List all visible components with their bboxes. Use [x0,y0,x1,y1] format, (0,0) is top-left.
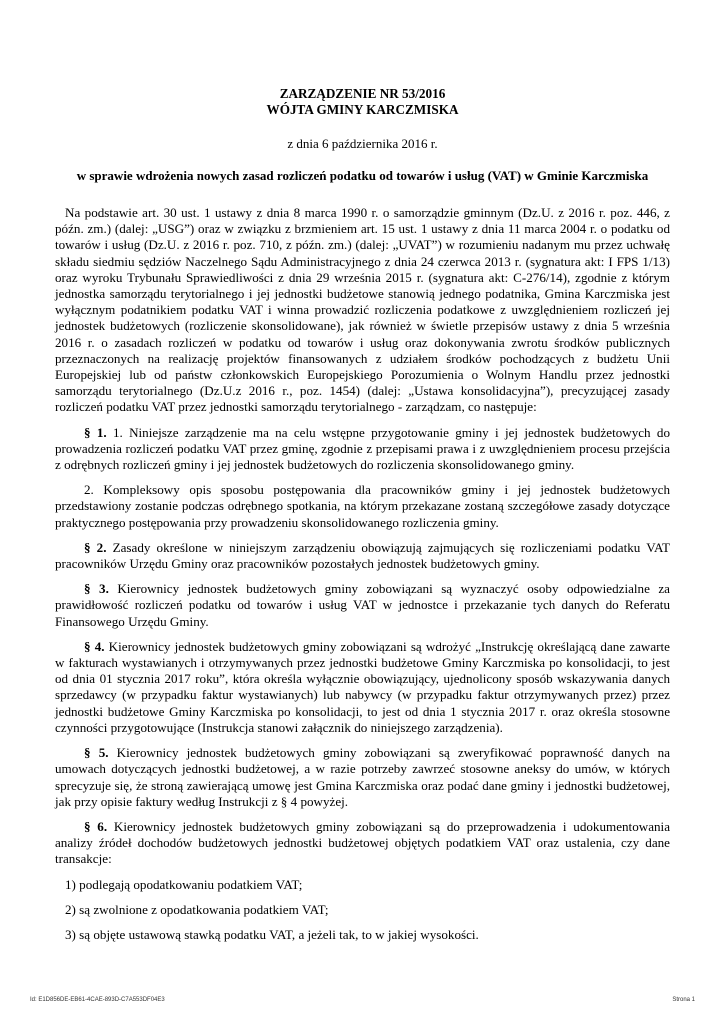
section-6-paragraph [55,819,670,868]
document-date: z dnia 6 października 2016 r. [287,136,438,151]
list-item: 1) podlegają opodatkowaniu podatkiem VAT; [65,876,303,892]
section-4-paragraph [55,639,670,736]
section-3-symbol: § 3. [84,581,109,597]
section-3-text: Kierownicy jednostek budżetowych gminy zobowiązani są wyznaczyć osoby odpowiedzialne za prawidłowość rozliczeń podatku od towarów i usług VAT w jednostce i przekazanie tych danych do Referatu Finansowego Urzędu Gminy. [55,581,670,629]
section-4-text: Kierownicy jednostek budżetowych gminy zobowiązani są wdrożyć „Instrukcję określającą dane zawarte w fakturach wystawianych i otrzymywanych przez jednostki budżetowe Gminy Karczmiska po konsolidacji, to jest od dnia 01 stycznia 2017 roku”, która określa wyłącznie obowiązujący, ujednolicony sposób wskazywania danych sprzedawcy (w przypadku faktur wystawianych) lub nabywcy (w przypadku faktur otrzymywanych przez) przez jednostki budżetowe Gminy Karczmiska po konsolidacji, to jest od dnia 1 stycznia 2017 r. oraz określa stosowne czynności przygotowujące (Instrukcja stanowi załącznik do niniejszego zarządzenia). [55,638,670,735]
page-number: Strona 1 [672,997,695,1003]
intro-paragraph: Na podstawie art. 30 ust. 1 ustawy z dnia 8 marca 1990 r. o samorządzie gminnym (Dz.U. z 2016 r. poz. 446, z późn. zm.) (dalej: „USG”) oraz w związku z brzmieniem art. 15 ust. 1 ustawy z dnia 11 marca 2004 r. o podatku od towarów i usług (Dz.U. z 2016 r. poz. 710, z późn. zm.) (dalej: „UVAT”) w rozumieniu nadanym mu przez uchwałę składu siedmiu sędziów Naczelnego Sądu Administracyjnego z dnia 24 czerwca 2013 r. (sygnatura akt: I FPS 1/13) oraz wyroku Trybunału Sprawiedliwości z dnia 29 września 2015 r. (sygnatura akt: C-276/14), zgodnie z którym jednostka samorządu terytorialnego i jej jednostki budżetowe stanowią jednego podatnika, Gmina Karczmiska jest wyłącznym podatnikiem podatku VAT i winna prowadzić rozliczenia podatkowe z uwzględnieniem rozliczeń jej jednostek budżetowych (rozliczenie skonsolidowane), jak również w świetle przepisów ustawy z dnia 5 września 2016 r. o zasadach rozliczeń w podatku od towarów i usług oraz dokonywania zwrotu środków publicznych przeznaczonych na realizację projektów finansowanych z udziałem środków pochodzących z budżetu Unii Europejskiej lub od państw członkowskich Europejskiego Porozumienia o Wolnym Handlu przez jednostki samorządu terytorialnego (Dz.U.z 2016 r., poz. 1454) (dalej: „Ustawa konsolidacyjna”), precyzującej zasady rozliczeń podatku VAT przez jednostki samorządu terytorialnego - zarządzam, co następuje: [55,205,670,415]
section-2-text: Zasady określone w niniejszym zarządzeniu obowiązują zajmujących się rozliczeniami podatku VAT pracowników Urzędu Gminy oraz pracowników pozostałych jednostek budżetowych gminy. [55,539,671,572]
title-line-2: WÓJTA GMINY KARCZMISKA [266,102,459,117]
document-subject: w sprawie wdrożenia nowych zasad rozliczeń podatku od towarów i usług (VAT) w Gminie Karczmiska [76,168,649,183]
section-6-text: Kierownicy jednostek budżetowych gminy zobowiązani są do przeprowadzenia i udokumentowania analizy źródeł dochodów budżetowych jednostki budżetowej objętych podatkiem VAT oraz ustalenia, czy dane transakcje: [55,818,671,867]
section-1-text: 1. Niniejsze zarządzenie ma na celu wstępne przygotowanie gminy i jej jednostek budżetowych do prowadzenia rozliczeń podatku VAT przez gminę, zgodnie z przepisami prawa i z uwzględnieniem procesu przejścia z odrębnych rozliczeń gminy i jej jednostek budżetowych do rozliczenia skonsolidowanego gminy. [55,424,670,473]
list-item: 2) są zwolnione z opodatkowania podatkiem VAT; [65,901,329,917]
section-1-2-paragraph: 2. Kompleksowy opis sposobu postępowania dla pracowników gminy i jej jednostek budżetowych przedstawiony zostanie podczas odrębnego spotkania, na którym przekazane zostaną szczegółowe zasady dotyczące praktycznego postępowania przy prowadzeniu skonsolidowanego rozliczenia gminy. [55,482,670,530]
section-1-symbol: § 1. [84,424,107,440]
section-4-symbol: § 4. [84,638,105,654]
section-6-symbol: § 6. [84,818,108,834]
section-2-symbol: § 2. [84,539,107,555]
list-item: 3) są objęte ustawową stawką podatku VAT, a jeżeli tak, to w jakiej wysokości. [65,926,479,942]
section-5-paragraph [55,745,670,810]
section-2-paragraph [55,540,670,572]
section-5-text: Kierownicy jednostek budżetowych gminy zobowiązani są zweryfikować poprawność danych na umowach dotyczących jednostki budżetowej, a w razie potrzeby zawrzeć stosowne aneksy do umów, w których sprecyzuje się, że stroną zawierającą umowę jest Gmina Karczmiska oraz podać dane gminy i jednostki budżetowej, jak przy opisie faktury według Instrukcji z § 4 powyżej. [55,745,671,809]
title-line-1: ZARZĄDZENIE NR 53/2016 [279,86,446,101]
section-3-paragraph [55,581,670,630]
document-page [55,86,670,943]
section-1-paragraph [55,425,670,474]
document-id: Id: E1D856DE-EB61-4CAE-893D-C7A553DF04E3 [30,997,165,1003]
section-5-symbol: § 5. [84,745,109,761]
document-title [55,86,670,118]
